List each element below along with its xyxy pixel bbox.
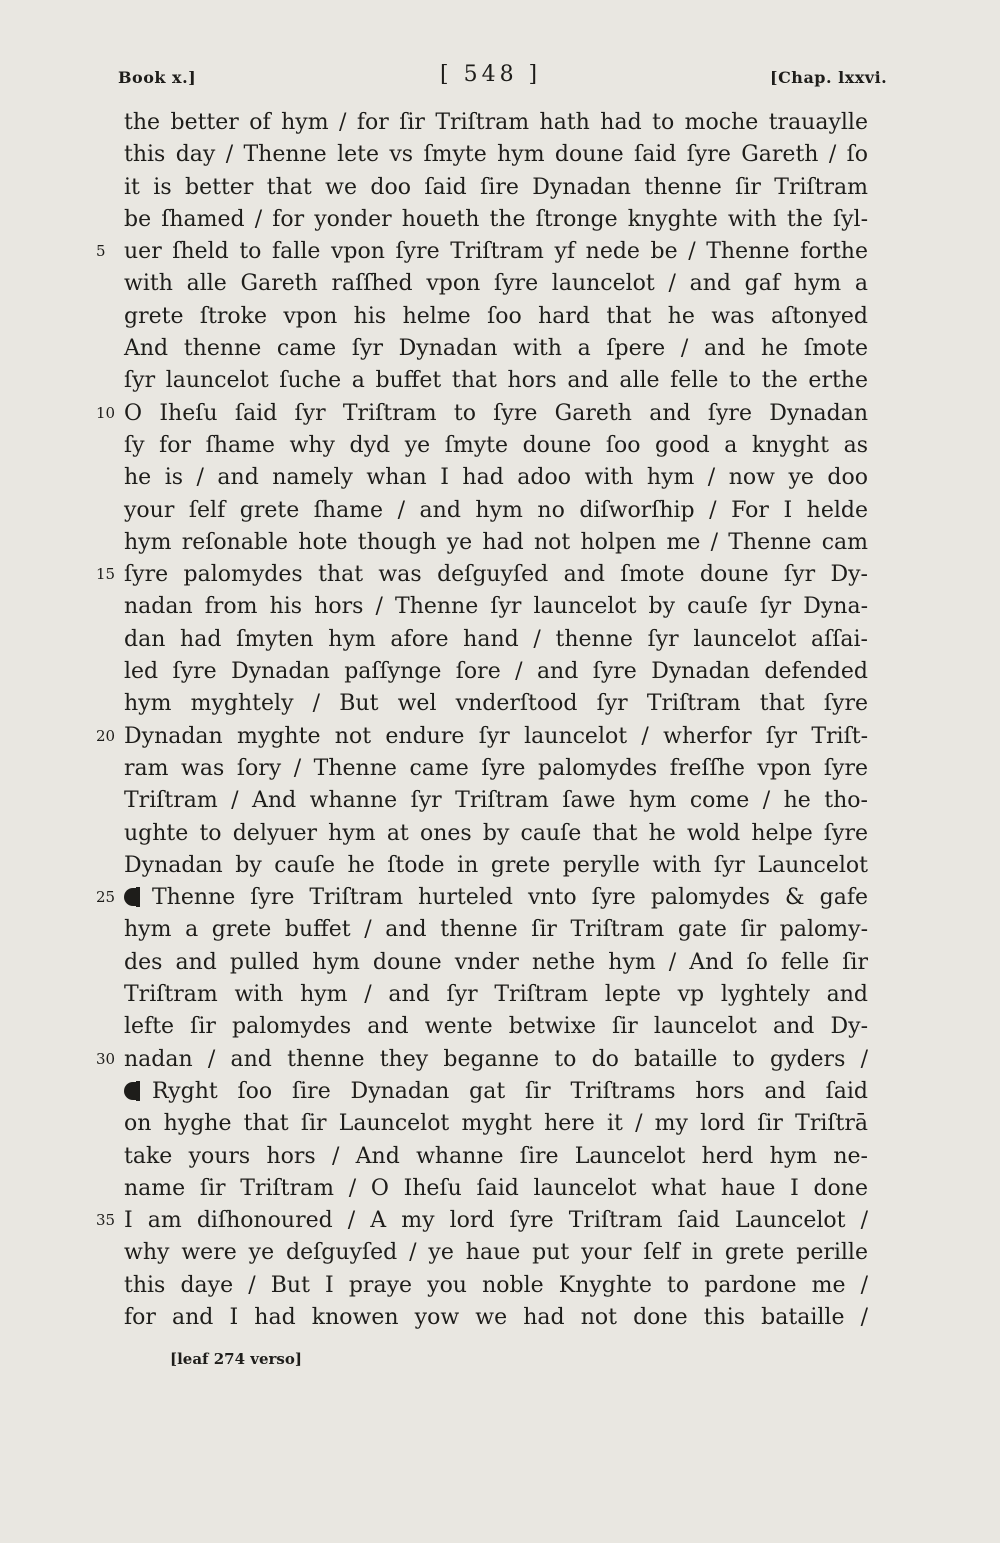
- line-text: [124, 688, 868, 720]
- line-text-content: be ſhamed / for yonder houeth the ſtronge knyghte with the ſyl-: [124, 206, 868, 232]
- text-line: [0, 979, 1000, 1011]
- line-text: [124, 785, 868, 817]
- line-text-content: hym myghtely / But wel vnderſtood ſyr Triſtram that ſyre: [124, 691, 868, 717]
- text-line: [0, 365, 1000, 397]
- line-text-content: it is better that we doo ſaid ſire Dynadan thenne ſir Triſtram: [124, 174, 868, 200]
- text-line: [0, 688, 1000, 720]
- line-text-content: why were ye deſguyſed / ye haue put your ſelf in grete perille: [124, 1240, 868, 1266]
- text-line: [0, 268, 1000, 300]
- line-text: [124, 495, 868, 527]
- line-text-content: Triſtram with hym / and ſyr Triſtram lepte vp lyghtely and: [124, 982, 868, 1008]
- line-text-content: on hyghe that ſir Launcelot myght here it / my lord ſir Triſtrā: [124, 1111, 868, 1137]
- line-text: [124, 204, 868, 236]
- line-text: [124, 947, 868, 979]
- line-text-content: lefte ſir palomydes and wente betwixe ſir launcelot and Dy-: [124, 1014, 868, 1040]
- line-text: [124, 559, 868, 591]
- line-text: [124, 656, 868, 688]
- line-text: [124, 1270, 868, 1302]
- line-number: 5: [96, 242, 106, 261]
- line-number: 35: [96, 1211, 116, 1230]
- line-text: [124, 301, 868, 333]
- line-text-content: for and I had knowen yow we had not done this bataille /: [124, 1304, 868, 1330]
- text-line: [0, 591, 1000, 623]
- text-line: [0, 721, 1000, 753]
- line-text-content: he is / and namely whan I had adoo with hym / now ye doo: [124, 465, 868, 491]
- chapter-label: [Chap. lxxvi.: [770, 68, 888, 87]
- line-text-content: Dynadan by cauſe he ſtode in grete perylle with ſyr Launcelot: [124, 852, 868, 878]
- text-line: [0, 785, 1000, 817]
- text-line: [0, 462, 1000, 494]
- line-text: [124, 1011, 868, 1043]
- line-text: [124, 591, 868, 623]
- line-text: [124, 236, 868, 268]
- line-number: 10: [96, 403, 116, 422]
- line-text-content: des and pulled hym doune vnder nethe hym / And ſo felle ſir: [124, 949, 868, 975]
- text-line: [0, 1108, 1000, 1140]
- line-text: [124, 172, 868, 204]
- body-text: [0, 107, 1000, 1334]
- line-text: [124, 721, 868, 753]
- text-line: [0, 172, 1000, 204]
- line-text: [124, 753, 868, 785]
- line-number: 15: [96, 565, 116, 584]
- line-text: [124, 333, 868, 365]
- line-text-content: the better of hym / for ſir Triſtram hath had to moche trauaylle: [124, 110, 868, 135]
- line-text-content: Thenne ſyre Triſtram hurteled vnto ſyre palomydes & gafe: [152, 885, 868, 911]
- line-text-content: this day / Thenne lete vs ſmyte hym doune ſaid ſyre Gareth / ſo: [124, 142, 868, 168]
- line-text: [124, 624, 868, 656]
- text-line: [0, 236, 1000, 268]
- text-line: [0, 850, 1000, 882]
- text-line: [0, 301, 1000, 333]
- text-line: [0, 1011, 1000, 1043]
- text-line: [0, 914, 1000, 946]
- line-text-content: And thenne came ſyr Dynadan with a ſpere / and he ſmote: [124, 336, 868, 362]
- text-line: [0, 1270, 1000, 1302]
- line-text-content: Ryght ſoo ſire Dynadan gat ſir Triſtrams hors and ſaid: [152, 1078, 868, 1104]
- text-line: [0, 204, 1000, 236]
- text-line: [0, 753, 1000, 785]
- line-text-content: your ſelf grete ſhame / and hym no diſworſhip / For I helde: [124, 497, 868, 523]
- line-text: [124, 139, 868, 171]
- page-number: [ 548 ]: [440, 62, 542, 87]
- line-text: [124, 818, 868, 850]
- line-text-content: dan had ſmyten hym afore hand / thenne ſyr launcelot aſſai-: [124, 626, 868, 652]
- text-line: [0, 333, 1000, 365]
- line-text: [124, 1141, 868, 1173]
- line-text: [124, 462, 868, 494]
- line-text: [124, 979, 868, 1011]
- line-text: [124, 527, 868, 559]
- line-text: [124, 268, 868, 300]
- text-line: [0, 947, 1000, 979]
- line-text: [124, 107, 868, 139]
- line-text: [124, 1173, 868, 1205]
- text-line: [0, 1141, 1000, 1173]
- text-line: [0, 1302, 1000, 1334]
- line-text-content: ram was ſory / Thenne came ſyre palomydes freſſhe vpon ſyre: [124, 755, 868, 781]
- text-line: [0, 559, 1000, 591]
- line-text: [124, 365, 868, 397]
- text-line: [0, 1205, 1000, 1237]
- leaf-note: [leaf 274 verso]: [170, 1350, 302, 1368]
- line-text: [124, 1108, 868, 1140]
- text-line: [0, 882, 1000, 914]
- line-text-content: nadan from his hors / Thenne ſyr launcelot by cauſe ſyr Dyna-: [124, 594, 868, 620]
- line-text: [124, 398, 868, 430]
- line-text: [124, 882, 868, 914]
- line-text-content: nadan / and thenne they beganne to do bataille to gyders /: [124, 1046, 868, 1072]
- line-text-content: ughte to delyuer hym at ones by cauſe that he wold helpe ſyre: [124, 820, 868, 846]
- line-number: 20: [96, 726, 116, 745]
- book-label: Book x.]: [118, 68, 197, 87]
- line-text: [124, 1302, 868, 1334]
- text-line: [0, 1076, 1000, 1108]
- text-line: [0, 139, 1000, 171]
- text-line: [0, 1237, 1000, 1269]
- text-line: [0, 1044, 1000, 1076]
- line-text-content: with alle Gareth raſſhed vpon ſyre launcelot / and gaf hym a: [124, 271, 868, 297]
- line-text: [124, 1076, 868, 1108]
- text-line: [0, 527, 1000, 559]
- line-text-content: ſyr launcelot ſuche a buffet that hors and alle felle to the erthe: [124, 368, 868, 394]
- line-text-content: ſyre palomydes that was deſguyſed and ſmote doune ſyr Dy-: [124, 562, 868, 588]
- line-text-content: this daye / But I praye you noble Knyghte to pardone me /: [124, 1272, 868, 1298]
- running-header: [0, 62, 1000, 98]
- text-line: [0, 430, 1000, 462]
- line-text-content: grete ſtroke vpon his helme ſoo hard that he was aſtonyed: [124, 303, 868, 329]
- pilcrow-icon: [124, 1081, 142, 1101]
- line-text: [124, 1205, 868, 1237]
- line-text-content: O Iheſu ſaid ſyr Triſtram to ſyre Gareth and ſyre Dynadan: [124, 400, 868, 426]
- line-text: [124, 1237, 868, 1269]
- line-text-content: name ſir Triſtram / O Iheſu ſaid launcelot what haue I done: [124, 1175, 868, 1201]
- line-text: [124, 430, 868, 462]
- text-line: [0, 656, 1000, 688]
- line-number: 30: [96, 1049, 116, 1068]
- line-text-content: hym reſonable hote though ye had not holpen me / Thenne cam: [124, 529, 868, 555]
- text-line: [0, 107, 1000, 139]
- pilcrow-icon: [124, 887, 142, 907]
- text-line: [0, 624, 1000, 656]
- line-text: [124, 850, 868, 882]
- text-line: [0, 818, 1000, 850]
- text-line: [0, 1173, 1000, 1205]
- line-text-content: Dynadan myghte not endure ſyr launcelot / wherfor ſyr Triſt-: [124, 723, 868, 749]
- line-text-content: I am diſhonoured / A my lord ſyre Triſtram ſaid Launcelot /: [124, 1208, 868, 1234]
- line-text-content: ſy for ſhame why dyd ye ſmyte doune ſoo good a knyght as: [124, 432, 868, 458]
- line-text-content: led ſyre Dynadan paſſynge ſore / and ſyre Dynadan defended: [124, 659, 868, 685]
- line-text-content: uer ſheld to falle vpon ſyre Triſtram yf nede be / Thenne forthe: [124, 239, 868, 265]
- line-text: [124, 914, 868, 946]
- line-number: 25: [96, 888, 116, 907]
- text-line: [0, 398, 1000, 430]
- line-text-content: take yours hors / And whanne ſire Launcelot herd hym ne-: [124, 1143, 868, 1169]
- line-text: [124, 1044, 868, 1076]
- line-text-content: Triſtram / And whanne ſyr Triſtram ſawe hym come / he tho-: [124, 788, 868, 814]
- line-text-content: hym a grete buffet / and thenne ſir Triſtram gate ſir palomy-: [124, 917, 868, 943]
- text-line: [0, 495, 1000, 527]
